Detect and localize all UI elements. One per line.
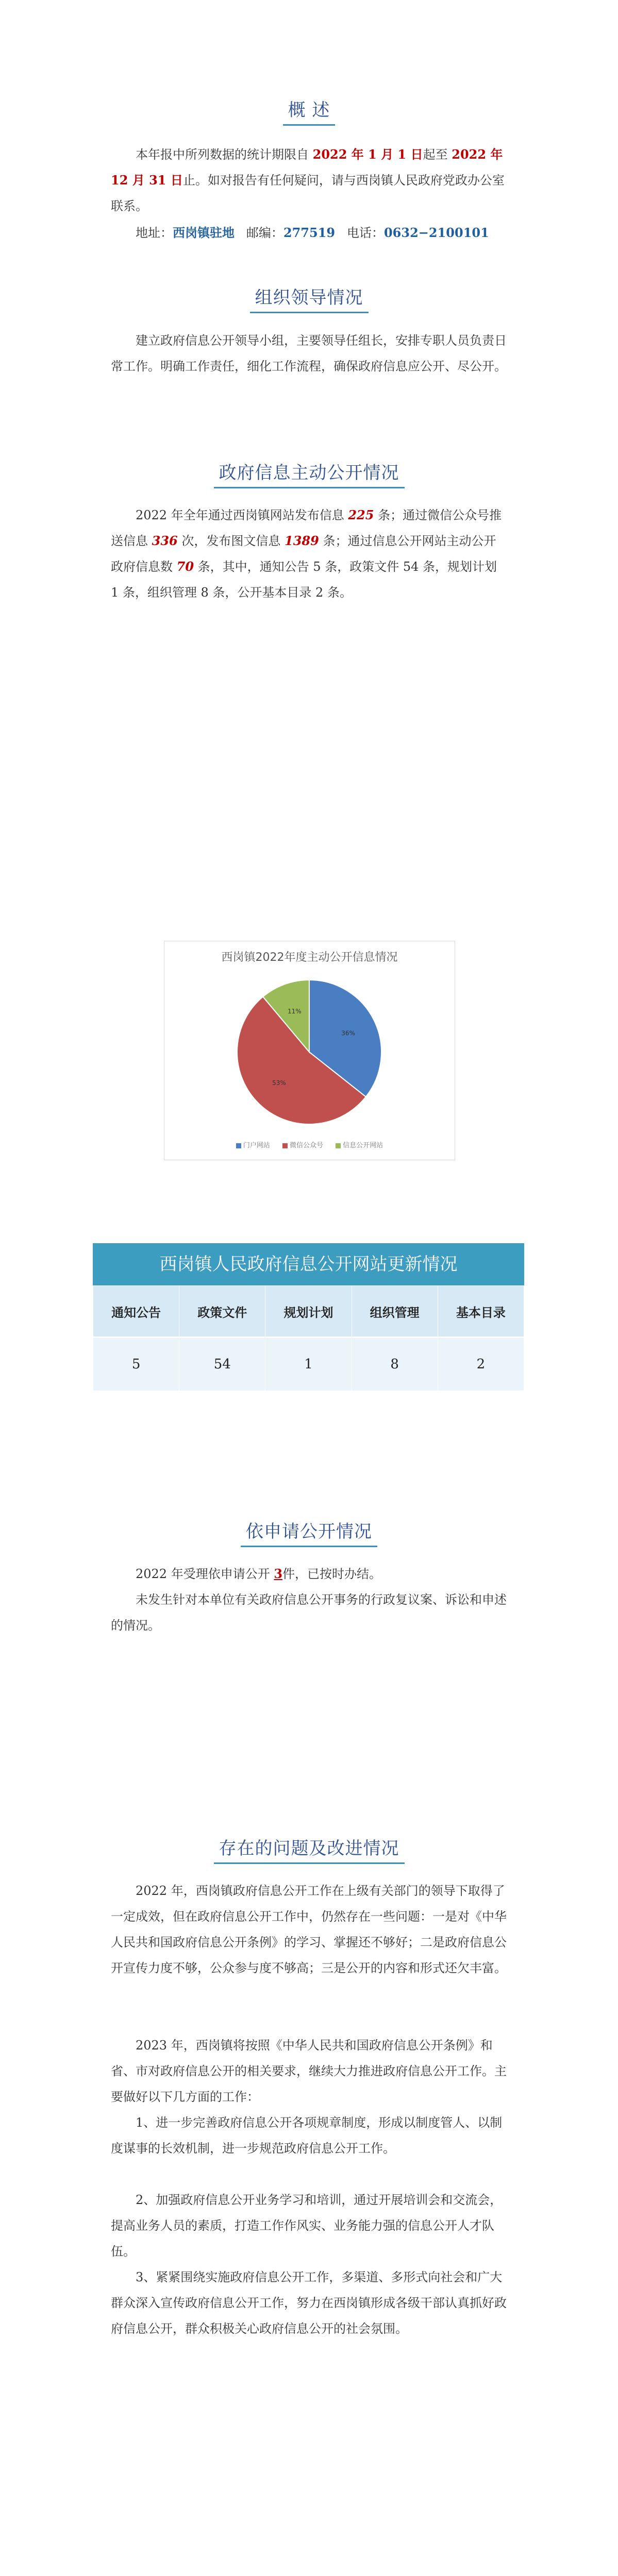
overview-title: 概 述 [0,96,618,126]
table-cell: 54 [179,1337,265,1391]
pie-data-label: 53% [272,1079,286,1087]
legend-item-open-site: 信息公开网站 [336,1140,383,1149]
issues-paragraph-1: 2022 年，西岗镇政府信息公开工作在上级有关部门的领导下取得了一定成效，但在政府信息公开工作中，仍然存在一些问题：一是对《中华人民共和国政府信息公开条例》的学习、掌握还不够好；二是政府信息公开宣传力度不够，公众参与度不够高；三是公开的内容和形式还欠丰富。 [111,1884,507,1975]
table [93,1285,524,1391]
pie-data-label: 11% [287,1008,302,1015]
pie-chart [164,941,455,1160]
table-header-row [93,1286,524,1337]
chart-legend [164,1140,455,1149]
table-header: 通知公告 [93,1286,179,1337]
table-cell: 5 [93,1337,179,1391]
issues-title: 存在的问题及改进情况 [0,1834,618,1864]
table-header: 基本目录 [438,1286,524,1337]
overview-paragraph: 本年报中所列数据的统计期限自 2022 年 1 月 1 日起至 2022 年 12 月 31 日止。如对报告有任何疑问，请与西岗镇人民政府党政办公室联系。 [111,147,505,213]
table-cell: 2 [438,1337,524,1391]
table-header: 组织管理 [352,1286,438,1337]
request-paragraph-2: 未发生针对本单位有关政府信息公开事务的行政复议案、诉讼和申述的情况。 [111,1592,507,1633]
table-title: 西岗镇人民政府信息公开网站更新情况 [93,1243,524,1285]
table-row [93,1337,524,1391]
request-paragraph-1: 2022 年受理依申请公开 3件，已按时办结。 [136,1566,382,1581]
table-header: 政策文件 [179,1286,265,1337]
table-cell: 8 [352,1337,438,1391]
proactive-title: 政府信息主动公开情况 [0,459,618,488]
legend-item-wechat: 微信公众号 [282,1140,323,1149]
legend-swatch-open-site [336,1143,341,1148]
pie-data-label: 36% [341,1029,355,1037]
pie-svg [164,941,455,1160]
chart-title: 西岗镇2022年度主动公开信息情况 [221,951,398,964]
issues-paragraph-2: 2023 年，西岗镇将按照《中华人民共和国政府信息公开条例》和省、市对政府信息公开的相关要求，继续大力推进政府信息公开工作。主要做好以下几方面的工作： [111,2038,507,2104]
overview-contact: 地址：西岗镇驻地 邮编：277519 电话：0632−2100101 [136,225,489,240]
legend-item-portal: 门户网站 [236,1140,270,1149]
proactive-paragraph: 2022 年全年通过西岗镇网站发布信息 225 条；通过微信公众号推送信息 336 次，发布图文信息 1389 条；通过信息公开网站主动公开政府信息数 70 条，其中，通知公告 5 条，政策文件 54 条，规划计划 1 条，组织管理 8 条，公开基本目录 2 条。 [111,507,502,600]
request-title: 依申请公开情况 [0,1517,618,1547]
issues-paragraph-4: 2、加强政府信息公开业务学习和培训，通过开展培训会和交流会，提高业务人员的素质，打造工作作风实、业务能力强的信息公开人才队伍。 [111,2193,503,2259]
table-header: 规划计划 [265,1286,352,1337]
leadership-paragraph: 建立政府信息公开领导小组，主要领导任组长，安排专职人员负责日常工作。明确工作责任，细化工作流程，确保政府信息应公开、尽公开。 [111,333,507,374]
legend-swatch-wechat [282,1143,288,1148]
update-table [93,1243,524,1391]
legend-swatch-portal [236,1143,241,1148]
table-cell: 1 [265,1337,352,1391]
leadership-title: 组织领导情况 [0,283,618,313]
issues-paragraph-5: 3、紧紧围绕实施政府信息公开工作，多渠道、多形式向社会和广大群众深入宣传政府信息公开工作，努力在西岗镇形成各级干部认真抓好政府信息公开，群众积极关心政府信息公开的社会氛围。 [111,2270,507,2336]
issues-paragraph-3: 1、进一步完善政府信息公开各项规章制度，形成以制度管人、以制度谋事的长效机制，进一步规范政府信息公开工作。 [111,2115,503,2156]
